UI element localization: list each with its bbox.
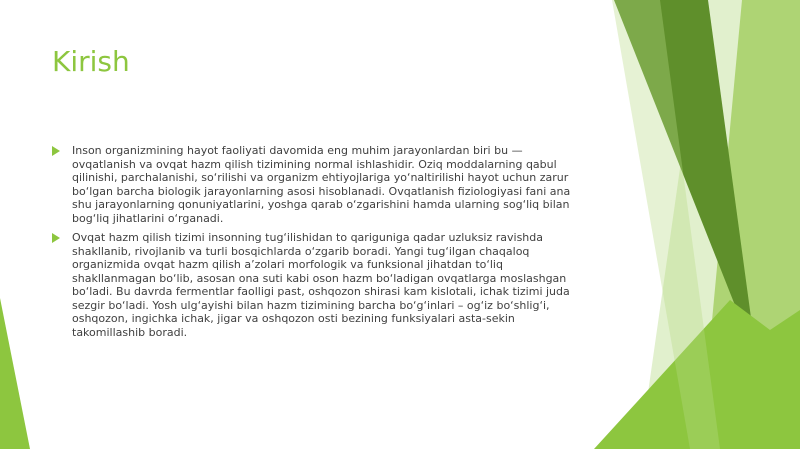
triangle-bullet-icon [52,233,60,243]
list-item [52,144,582,225]
paragraph-text: Inson organizmining hayot faoliyati davomida eng muhim jarayonlardan biri bu — ovqatlanish va ovqat hazm qilish tizimining normal ishlashidir. Oziq moddalarning qabul qilinishi, parchalanishi, so‘rilishi va organizm ehtiyojlariga yo‘naltirilishi hayot uchun zarur bo‘lgan barcha biologik jarayonlarning asosi hisoblanadi. Ovqatlanish fiziologiyasi fani ana shu jarayonlarning qonuniyatlarini, yoshga qarab o‘zgarishini hamda ularning sog‘liq bilan bog‘liq jihatlarini o‘rganadi. [72,144,571,225]
paragraph-text: Ovqat hazm qilish tizimi insonning tug‘ilishidan to qariguniga qadar uzluksiz ravishda shakllanib, rivojlanib va turli bosqichlarda o‘zgarib boradi. Yangi tug‘ilgan chaqaloq organizmida ovqat hazm qilish a’zolari morfologik va funksional jihatdan to‘liq shakllanmagan bo‘lib, asosan ona suti kabi oson hazm bo‘ladigan ovqatlarga moslashgan bo‘ladi. Bu davrda fermentlar faolligi past, oshqozon shirasi kam kislotali, ichak tizimi juda sezgir bo‘ladi. Yosh ulg‘ayishi bilan hazm tizimining barcha bo‘g‘inlari – og‘iz bo‘shlig‘i, oshqozon, ingichka ichak, jigar va oshqozon osti bezining funksiyalari asta-sekin takomillashib boradi. [72,231,570,339]
list-item [52,231,582,339]
content-list [52,144,582,345]
triangle-bullet-icon [52,146,60,156]
deco-left-corner [0,298,30,449]
slide-title: Kirish [52,45,130,78]
